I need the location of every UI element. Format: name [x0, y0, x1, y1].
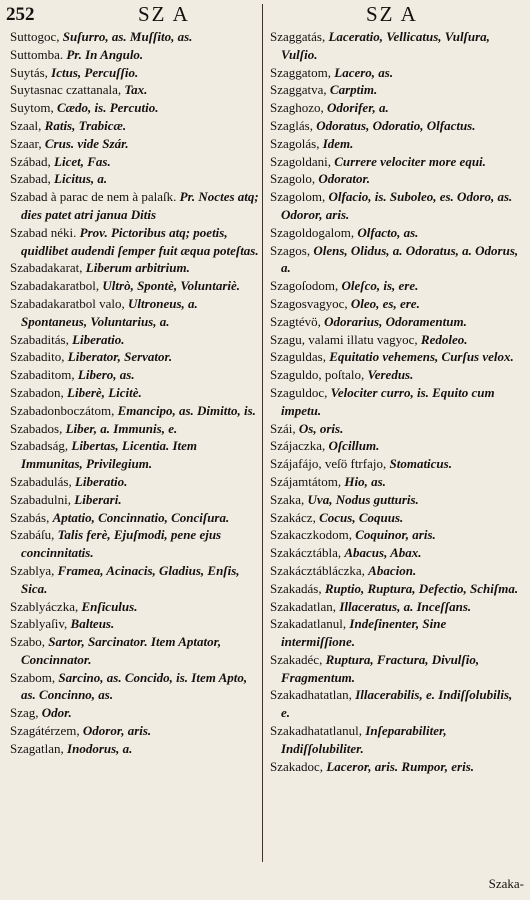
entry-definition: Enſiculus.	[81, 598, 138, 614]
entry-definition: Olfacto, as.	[357, 224, 419, 240]
entry-definition: Emancipo, as. Dimitto, is.	[117, 402, 256, 418]
entry-definition: Suſurro, as. Muſſito, as.	[62, 29, 193, 44]
entry-definition: Tax.	[124, 82, 148, 98]
entry-definition: Laceratio, Vellicatus, Vulſura, Vulſio.	[281, 29, 490, 62]
dictionary-entry	[10, 669, 260, 705]
entry-definition: Balteus.	[70, 616, 115, 632]
dictionary-entry	[270, 722, 522, 758]
entry-headword: Szablya,	[10, 562, 55, 578]
entry-definition: Cædo, is. Percutio.	[56, 100, 159, 116]
entry-definition: Olens, Olidus, a. Odoratus, a. Odorus, a.	[281, 242, 519, 276]
entry-headword: Szabad,	[10, 171, 51, 187]
entry-headword: Szabadakaratbol valo,	[10, 295, 125, 311]
entry-definition: Ultrò, Spontè, Voluntariè.	[102, 278, 241, 294]
entry-definition: Oleo, es, ere.	[350, 295, 420, 311]
entry-headword: Szabad à parac de nem à palaſk.	[10, 189, 177, 205]
column-divider	[262, 4, 263, 862]
entry-headword: Szaka,	[270, 491, 305, 507]
entry-headword: Szabadito,	[10, 349, 65, 365]
entry-definition: Equitatio vehemens, Curſus velox.	[329, 349, 514, 365]
entry-definition: Indeſinenter, Sine intermiſſione.	[281, 616, 447, 650]
dictionary-entry	[270, 117, 522, 135]
entry-definition: Stomaticus.	[389, 456, 452, 472]
dictionary-entry	[270, 420, 522, 438]
entry-headword: Szagu, valami illatu vagyoc,	[270, 331, 418, 347]
entry-headword: Szakácztábla,	[270, 545, 342, 561]
entry-definition: Ruptio, Ruptura, Defectio, Schiſma.	[324, 580, 519, 596]
entry-headword: Szakácztábláczka,	[270, 562, 365, 578]
left-column	[10, 28, 260, 758]
entry-definition: Uva, Nodus gutturis.	[307, 491, 419, 507]
dictionary-entry	[10, 99, 260, 117]
dictionary-entry	[270, 135, 522, 153]
entry-definition: Liber, a. Immunis, e.	[65, 420, 178, 436]
entry-definition: Liberatio.	[72, 331, 125, 347]
entry-definition: Inodorus, a.	[67, 740, 133, 756]
dictionary-entry	[270, 491, 522, 509]
entry-definition: Pr. In Angulo.	[66, 46, 144, 62]
dictionary-entry	[10, 526, 260, 562]
dictionary-entry	[10, 64, 260, 82]
dictionary-entry	[270, 686, 522, 722]
entry-definition: Aptatio, Concinnatio, Conciſura.	[52, 509, 230, 525]
entry-headword: Szaar,	[10, 135, 42, 151]
entry-headword: Szabadság,	[10, 438, 69, 454]
entry-headword: Suytom,	[10, 100, 54, 116]
entry-headword: Szabadakaratbol,	[10, 278, 100, 294]
entry-definition: Crus. vide Szár.	[44, 135, 129, 151]
entry-headword: Szabadon,	[10, 384, 64, 400]
entry-headword: Szabás,	[10, 509, 50, 525]
entry-headword: Suytasnac czattanala,	[10, 82, 122, 98]
dictionary-entry	[10, 633, 260, 669]
dictionary-entry	[10, 331, 260, 349]
entry-definition: Prov. Pictoribus atq; poetis, quidlibet audendi ſemper fuit æqua poteſtas.	[21, 224, 259, 258]
entry-headword: Szaal,	[10, 117, 42, 133]
dictionary-entry	[270, 277, 522, 295]
dictionary-entry	[10, 28, 260, 46]
dictionary-entry	[10, 117, 260, 135]
entry-headword: Szaguldas,	[270, 349, 326, 365]
dictionary-entry	[10, 509, 260, 527]
entry-definition: Liberari.	[74, 491, 122, 507]
entry-definition: Os, oris.	[298, 420, 344, 436]
entry-definition: Odoror, aris.	[82, 723, 152, 739]
entry-definition: Currere velociter more equi.	[334, 153, 486, 169]
dictionary-entry	[10, 295, 260, 331]
entry-definition: Sarcino, as. Concido, is. Item Apto, as. Concinno, as.	[21, 669, 248, 703]
entry-headword: Suttomba.	[10, 46, 64, 62]
dictionary-entry	[270, 651, 522, 687]
entry-headword: Szaglás,	[270, 117, 313, 133]
entry-definition: Licet, Fas.	[54, 153, 111, 169]
dictionary-entry	[270, 28, 522, 64]
entry-headword: Szagosvagyoc,	[270, 295, 348, 311]
entry-definition: Liberè, Licitè.	[67, 384, 142, 400]
entry-definition: Liberum arbitrium.	[85, 260, 190, 276]
dictionary-entry	[10, 259, 260, 277]
dictionary-entry	[10, 437, 260, 473]
entry-definition: Ruptura, Fractura, Divulſio, Fragmentum.	[281, 651, 480, 685]
entry-definition: Veredus.	[367, 367, 414, 383]
entry-headword: Szabadonboczátom,	[10, 402, 115, 418]
dictionary-entry	[270, 366, 522, 384]
entry-headword: Szaghozo,	[270, 100, 324, 116]
entry-headword: Szabadakarat,	[10, 260, 83, 276]
entry-headword: Szakadás,	[270, 580, 322, 596]
entry-headword: Szaggatom,	[270, 64, 332, 80]
entry-definition: Odorarius, Odoramentum.	[324, 313, 467, 329]
entry-headword: Szaguldo, poſtalo,	[270, 367, 365, 383]
entry-definition: Abacus, Abax.	[344, 545, 422, 561]
dictionary-entry	[270, 544, 522, 562]
entry-definition: Carptim.	[329, 82, 378, 98]
dictionary-entry	[270, 509, 522, 527]
entry-definition: Redoleo.	[420, 331, 468, 347]
dictionary-entry	[10, 81, 260, 99]
entry-definition: Licitus, a.	[54, 171, 108, 187]
entry-headword: Szagoldani,	[270, 153, 332, 169]
entry-definition: Ictus, Percuſſio.	[51, 64, 139, 80]
entry-definition: Olfacio, is. Suboleo, es. Odoro, as. Odoror, aris.	[281, 189, 513, 222]
entry-headword: Szakadatlan,	[270, 598, 337, 614]
entry-headword: Szagos,	[270, 242, 311, 258]
dictionary-entry	[10, 491, 260, 509]
dictionary-entry	[270, 313, 522, 331]
dictionary-entry	[10, 384, 260, 402]
entry-headword: Szakadéc,	[270, 651, 323, 667]
entry-headword: Szájafájo, veſö ftrfajo,	[270, 456, 387, 472]
entry-headword: Szagoldogalom,	[270, 224, 355, 240]
entry-definition: Pr. Noctes atq; dies patet atri janua Ditis	[21, 189, 259, 222]
dictionary-entry	[270, 758, 522, 776]
entry-definition: Oleſco, is, ere.	[341, 278, 419, 294]
entry-headword: Szabáſu,	[10, 527, 55, 543]
entry-definition: Liberator, Servator.	[67, 349, 173, 365]
dictionary-entry	[270, 580, 522, 598]
entry-definition: Abacion.	[368, 562, 417, 578]
dictionary-entry	[270, 437, 522, 455]
dictionary-entry	[270, 81, 522, 99]
dictionary-entry	[270, 562, 522, 580]
entry-definition: Hio, as.	[344, 473, 386, 489]
entry-headword: Szablyaſiv,	[10, 616, 68, 632]
entry-definition: Ratis, Trabicæ.	[44, 117, 127, 133]
entry-headword: Szagolom,	[270, 189, 326, 205]
entry-headword: Szagátérzem,	[10, 723, 80, 739]
entry-headword: Szakaczkodom,	[270, 527, 352, 543]
dictionary-entry	[10, 402, 260, 420]
dictionary-entry	[270, 153, 522, 171]
dictionary-entry	[10, 740, 260, 758]
entry-headword: Szábad,	[10, 153, 51, 169]
entry-headword: Szagolo,	[270, 171, 316, 187]
dictionary-entry	[10, 704, 260, 722]
entry-headword: Szagtévö,	[270, 313, 321, 329]
entry-definition: Libertas, Licentia. Item Immunitas, Privilegium.	[21, 438, 198, 472]
entry-definition: Velociter curro, is. Equito cum impetu.	[281, 384, 495, 418]
entry-headword: Szabadulás,	[10, 473, 72, 489]
entry-headword: Szakadoc,	[270, 758, 324, 774]
entry-headword: Szaggatva,	[270, 82, 327, 98]
entry-definition: Idem.	[322, 135, 354, 151]
entry-headword: Szag,	[10, 705, 39, 721]
dictionary-entry	[10, 170, 260, 188]
left-running-head: SZ A	[138, 2, 190, 26]
dictionary-entry	[270, 224, 522, 242]
dictionary-entry	[10, 420, 260, 438]
entry-headword: Szagatlan,	[10, 740, 64, 756]
entry-headword: Szabo,	[10, 634, 46, 650]
page-header	[0, 2, 530, 28]
entry-headword: Szabadulni,	[10, 491, 72, 507]
dictionary-entry	[10, 188, 260, 224]
entry-definition: Odorifer, a.	[327, 100, 389, 116]
entry-headword: Szagolás,	[270, 135, 320, 151]
dictionary-entry	[270, 455, 522, 473]
dictionary-entry	[270, 295, 522, 313]
dictionary-entry	[10, 562, 260, 598]
entry-headword: Szakadhatatlan,	[270, 687, 352, 703]
dictionary-entry	[270, 64, 522, 82]
entry-headword: Szakácz,	[270, 509, 316, 525]
entry-headword: Szaggatás,	[270, 29, 326, 44]
entry-headword: Szabados,	[10, 420, 63, 436]
page-number: 252	[6, 4, 35, 25]
dictionary-entry	[270, 473, 522, 491]
dictionary-entry	[10, 615, 260, 633]
right-running-head: SZ A	[366, 2, 418, 26]
entry-definition: Libero, as.	[77, 367, 135, 383]
entry-headword: Suttogoc,	[10, 29, 60, 44]
entry-definition: Talis ferè, Ejuſmodi, pene ejus concinnitatis.	[21, 527, 222, 561]
dictionary-entry	[270, 99, 522, 117]
entry-headword: Szái,	[270, 420, 296, 436]
entry-definition: Inſeparabiliter, Indiſſolubiliter.	[281, 723, 447, 756]
entry-definition: Oſcillum.	[328, 438, 380, 454]
dictionary-entry	[270, 188, 522, 224]
entry-headword: Szájamtátom,	[270, 473, 342, 489]
entry-headword: Suytás,	[10, 64, 48, 80]
entry-definition: Cocus, Coquus.	[319, 509, 404, 525]
dictionary-entry	[270, 526, 522, 544]
entry-headword: Szablyáczka,	[10, 598, 79, 614]
dictionary-entry	[10, 366, 260, 384]
entry-headword: Szájaczka,	[270, 438, 326, 454]
entry-headword: Szabaditás,	[10, 331, 69, 347]
dictionary-entry	[10, 348, 260, 366]
entry-headword: Szabad néki.	[10, 224, 77, 240]
entry-definition: Illaceratus, a. Inceſſans.	[339, 598, 472, 614]
entry-definition: Illacerabilis, e. Indiſſolubilis, e.	[281, 687, 513, 721]
entry-definition: Odoratus, Odoratio, Olfactus.	[316, 117, 476, 133]
dictionary-entry	[270, 384, 522, 420]
dictionary-entry	[10, 224, 260, 260]
entry-definition: Odorator.	[318, 171, 371, 187]
entry-definition: Framea, Acinacis, Gladius, Enſis, Sica.	[21, 562, 240, 596]
dictionary-entry	[270, 615, 522, 651]
entry-headword: Szakadhatatlanul,	[270, 723, 363, 739]
entry-definition: Odor.	[41, 705, 72, 721]
entry-headword: Szakadatlanul,	[270, 616, 347, 632]
dictionary-entry	[270, 242, 522, 278]
entry-definition: Coquinor, aris.	[355, 527, 436, 543]
entry-headword: Szagoſodom,	[270, 278, 339, 294]
catchword: Szaka-	[488, 876, 524, 891]
dictionary-entry	[10, 473, 260, 491]
dictionary-entry	[270, 331, 522, 349]
entry-headword: Szaguldoc,	[270, 384, 328, 400]
dictionary-entry	[10, 277, 260, 295]
dictionary-entry	[270, 598, 522, 616]
dictionary-entry	[270, 170, 522, 188]
dictionary-entry	[10, 153, 260, 171]
entry-definition: Lacero, as.	[334, 64, 394, 80]
dictionary-entry	[10, 135, 260, 153]
entry-headword: Szabaditom,	[10, 367, 75, 383]
dictionary-entry	[10, 46, 260, 64]
entry-definition: Laceror, aris. Rumpor, eris.	[326, 758, 475, 774]
entry-definition: Sartor, Sarcinator. Item Aptator, Concinnator.	[21, 634, 222, 667]
dictionary-entry	[10, 598, 260, 616]
dictionary-entry	[270, 348, 522, 366]
entry-headword: Szabom,	[10, 669, 56, 685]
right-column	[270, 28, 522, 775]
entry-definition: Liberatio.	[74, 473, 128, 489]
entry-definition: Ultroneus, a. Spontaneus, Voluntarius, a.	[21, 295, 198, 329]
dictionary-entry	[10, 722, 260, 740]
